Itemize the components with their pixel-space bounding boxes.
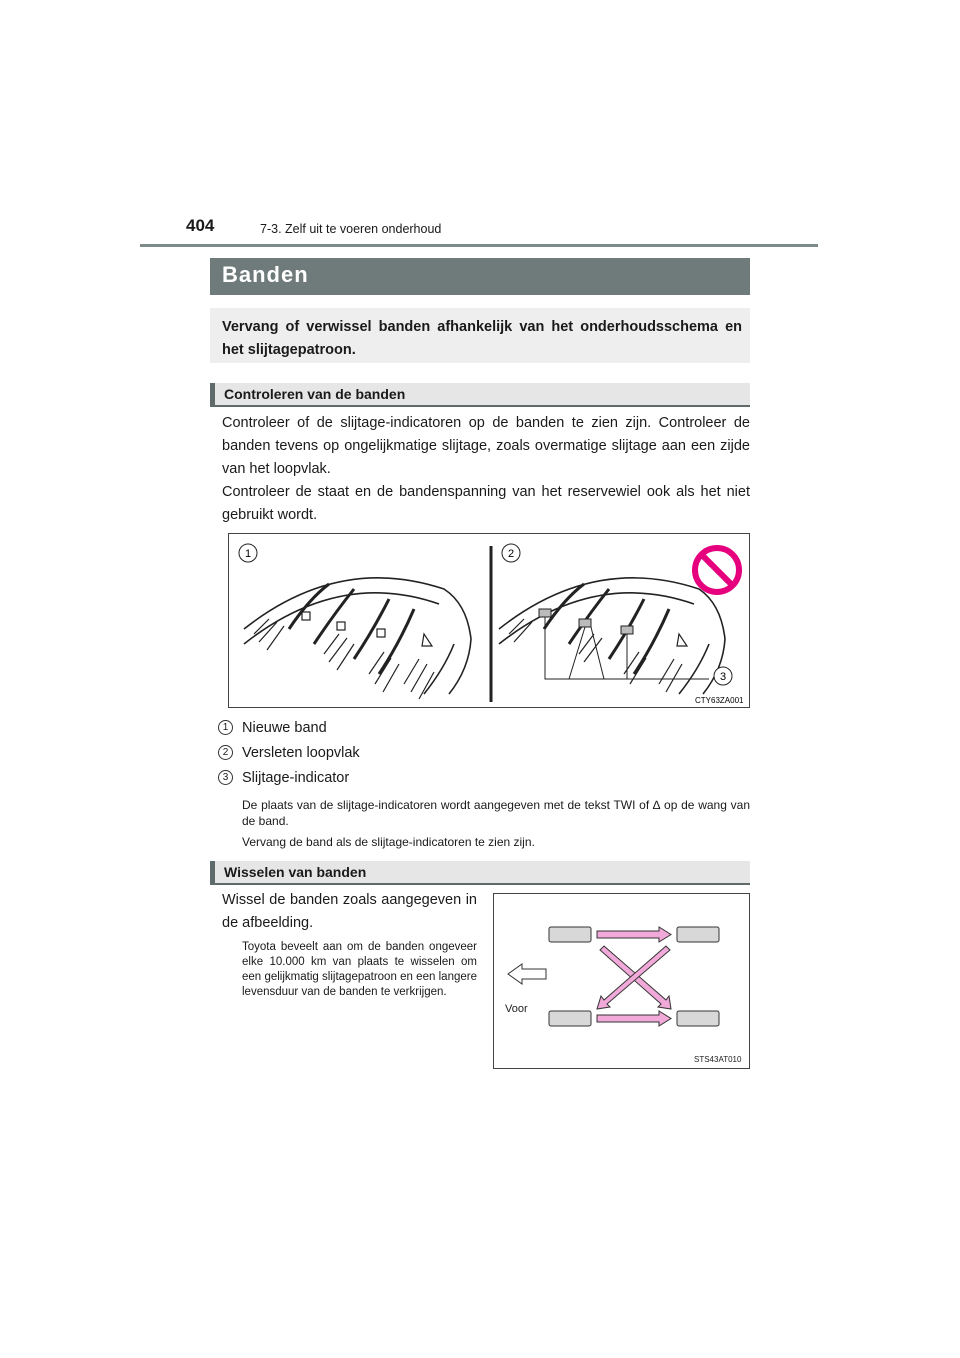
callout-1-text: 1 <box>244 548 252 560</box>
front-label: Voor <box>505 1003 528 1015</box>
legend-item-wear-indicator <box>218 770 349 786</box>
new-tire-drawing <box>244 578 471 699</box>
legend-num-3: 3 <box>218 770 233 785</box>
worn-tire-drawing <box>499 578 725 694</box>
callout-3-text: 3 <box>719 671 727 683</box>
legend-item-new-tire <box>218 720 327 736</box>
tire-wear-illustration <box>229 534 749 707</box>
section-title: Banden <box>222 262 309 287</box>
legend-label-2: Versleten loopvlak <box>242 745 360 761</box>
subheading-rotation <box>210 861 750 885</box>
intro-text: Vervang of verwissel banden afhankelijk van het onderhoudsschema en het slijtagepatroon. <box>222 319 742 358</box>
front-direction-arrow-icon <box>508 964 546 984</box>
tire-rear-right <box>677 1011 719 1026</box>
checking-paragraph-1: Controleer of de slijtage-indicatoren op de banden te zien zijn. Controleer de banden tevens op ongelijkmatige slijtage, zoals overmatige slijtage aan een zijde van het loopvlak. <box>222 415 750 477</box>
legend-num-2: 2 <box>218 745 233 760</box>
wear-indicator-note: De plaats van de slijtage-indicatoren wordt aangegeven met de tekst TWI of ∆ op de wang van de band. <box>242 798 750 828</box>
subheading-rotation-label: Wisselen van banden <box>224 864 367 880</box>
tire-front-right <box>677 927 719 942</box>
subheading-checking <box>210 383 750 407</box>
legend-num-1: 1 <box>218 720 233 735</box>
callout-3-marker <box>714 667 732 685</box>
replace-tire-note: Vervang de band als de slijtage-indicatoren te zien zijn. <box>242 835 535 849</box>
callout-1-marker <box>239 544 257 562</box>
rotation-paragraph: Wissel de banden zoals aangegeven in de afbeelding. <box>222 892 477 931</box>
legend-label-1: Nieuwe band <box>242 720 327 736</box>
checking-paragraph-2: Controleer de staat en de bandenspanning van het reservewiel ook als het niet gebruikt wordt. <box>222 484 750 523</box>
arrow-front-left-to-right <box>597 927 671 942</box>
prohibition-icon <box>695 548 739 592</box>
tire-front-left <box>549 927 591 942</box>
tire-wear-figure <box>228 533 750 708</box>
rotation-figure-code: STS43AT010 <box>694 1055 742 1064</box>
arrow-rear-left-to-right <box>597 1011 671 1026</box>
page-number: 404 <box>186 216 215 235</box>
tire-figure-code: CTY63ZA001 <box>695 696 744 705</box>
tire-rear-left <box>549 1011 591 1026</box>
tire-rotation-diagram <box>494 894 749 1068</box>
legend-item-worn-tread <box>218 745 360 761</box>
rotation-note: Toyota beveelt aan om de banden ongeveer elke 10.000 km van plaats te wisselen om een gelijkmatig slijtagepatroon en een langere levensduur van de banden te verkrijgen. <box>242 941 477 998</box>
callout-2-marker <box>502 544 520 562</box>
chapter-label: 7-3. Zelf uit te voeren onderhoud <box>260 222 442 236</box>
callout-2-text: 2 <box>507 548 515 560</box>
header-rule <box>140 244 818 247</box>
legend-label-3: Slijtage-indicator <box>242 770 350 786</box>
subheading-checking-label: Controleren van de banden <box>224 386 406 402</box>
tire-rotation-figure <box>493 893 750 1069</box>
